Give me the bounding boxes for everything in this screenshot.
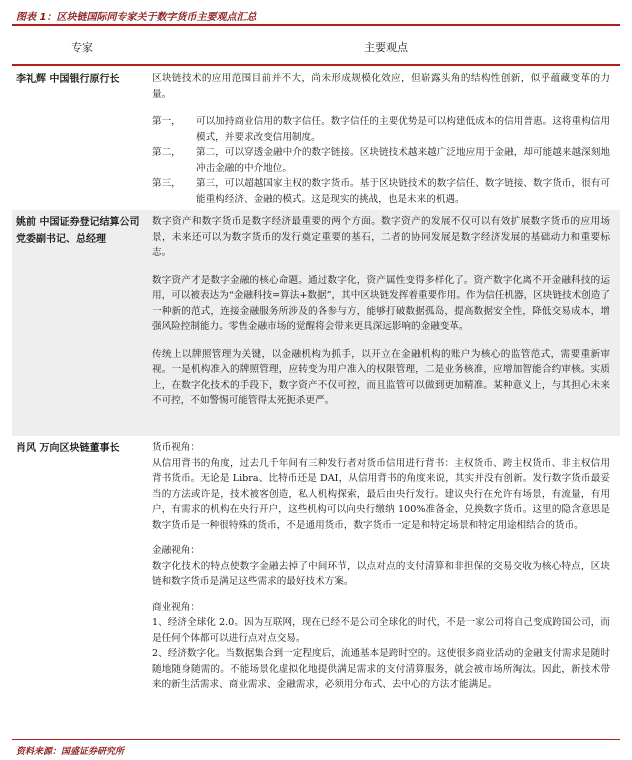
caption-divider xyxy=(12,24,620,26)
section-title: 货币视角： xyxy=(152,442,200,453)
list-item xyxy=(152,176,610,207)
section-line: 2、经济数字化。当数据集合到一定程度后，流通基本是跨时空的。这使很多商业活动的金融支付需求是随时随地随身随需的。不能场景化虚拟化地提供满足需求的支付清算服务，就会被市场所淘汰。因此，新技术带来的新生活需求、商业需求、金融需求，必须用分布式、去中心的方法才能满足。 xyxy=(152,648,610,690)
table-row xyxy=(12,436,620,738)
item-text: 可以加持商业信用的数字信任。数字信任的主要优势是可以构建低成本的信用普惠。这将重构信用模式，并要求改变信用制度。 xyxy=(196,116,610,143)
table-row xyxy=(12,67,620,210)
expert-name: 肖风 万向区块链董事长 xyxy=(16,443,120,454)
expert-views xyxy=(152,440,610,693)
list-item xyxy=(152,114,610,145)
table-bottom-divider xyxy=(12,739,620,740)
header-divider xyxy=(12,64,620,66)
table-header xyxy=(12,27,620,65)
table-row xyxy=(12,210,620,436)
expert-views xyxy=(152,214,610,409)
figure-caption: 图表 1：区块链国际同专家关于数字货币主要观点汇总 xyxy=(16,12,257,23)
section-title: 商业视角： xyxy=(152,601,200,613)
item-number: 第三， xyxy=(152,178,181,189)
view-paragraph: 数字资产和数字货币是数字经济最重要的两个方面。数字资产的发展不仅可以有效扩展数字货币的应用场景，未来还可以为数字货币的发行奠定重要的基石，二者的协同发展是数字经济发展的基础动力和重要标志。 xyxy=(152,216,610,258)
expert-views xyxy=(152,71,610,207)
item-number: 第一， xyxy=(152,116,181,127)
view-paragraph: 数字资产才是数字金融的核心命题。通过数字化，资产属性变得多样化了。资产数字化离不开金融科技的运用，可以被表达为“金融科技=算法+数据”，其中区块链发挥着重要作用。作为信任机器，区块链技术创造了一种新的范式，连接金融服务所涉及的各参与方，能够打破数据孤岛，提高数据安全性，降低交易成本，增强风险控制能力。零售金融市场的觉醒将会带来更具深远影响的金融变革。 xyxy=(152,274,610,332)
item-text: 第三，可以超越国家主权的数字货币。基于区块链技术的数字信任、数字链接、数字货币，很有可能重构经济、金融的模式。这是现实的挑战，也是未来的机遇。 xyxy=(196,178,610,205)
section-title: 金融视角： xyxy=(152,545,200,556)
source-note: 资料来源：国盛证券研究所 xyxy=(16,747,125,757)
section-line: 1、经济全球化 2.0。因为互联网，现在已经不是公司全球化的时代，不是一家公司将自己变成跨国公司，而是任何个体都可以进行点对点交易。 xyxy=(152,617,610,644)
column-header-expert: 专家 xyxy=(71,41,93,54)
section-text: 从信用背书的角度，过去几千年间有三种发行者对货币信用进行背书：主权货币、跨主权货币、非主权信用背书货币。无论是 Libra、比特币还是 DAI，从信用背书的角度来说，其实并没有创新。发行数字货币最妥当的方法或许是，技术被客创造，私人机构探索，最后由央行发行。建议央行在允许有场景，有流量，有用户，有需求的机构在央行开户，这些机构可以向央行缴纳 100%准备金，兑换数字货币。这里的隐含意思是数字货币是一种很特殊的货币，不是通用货币，数字货币一定是和特定场景和特定用途相结合的货币。 xyxy=(152,457,610,531)
view-paragraph: 区块链技术的应用范围目前并不大，尚未形成规模化效应，但崭露头角的结构性创新，似乎蕴藏变革的力量。 xyxy=(152,73,610,100)
list-item xyxy=(152,145,610,176)
item-text: 第二，可以穿透金融中介的数字链接。区块链技术越来越广泛地应用于金融，却可能越来越深刻地冲击金融的中介地位。 xyxy=(196,147,610,174)
column-header-views: 主要观点 xyxy=(364,41,408,54)
expert-name: 李礼辉 中国银行原行长 xyxy=(16,74,120,85)
expert-name: 姚前 中国证券登记结算公司党委副书记、总经理 xyxy=(16,217,140,245)
section-text: 数字化技术的特点使数字金融去掉了中间环节，以点对点的支付清算和非担保的交易交收为核心特点，区块链和数字货币是满足这些需求的最好技术方案。 xyxy=(152,560,610,587)
view-paragraph: 传统上以牌照管理为关键，以金融机构为抓手，以开立在金融机构的账户为核心的监管范式，需要重新审视。一是机构准入的牌照管理，应转变为用户准入的权限管理，二是业务核准，应增加智能合约审核。实质上，在数字化技术的手段下，数字资产不仅可控，而且监管可以做到更加精准。某种意义上，与其担心未来不可控，不如警惕可能管得太死扼杀更严。 xyxy=(152,348,610,406)
item-number: 第二， xyxy=(152,147,181,158)
